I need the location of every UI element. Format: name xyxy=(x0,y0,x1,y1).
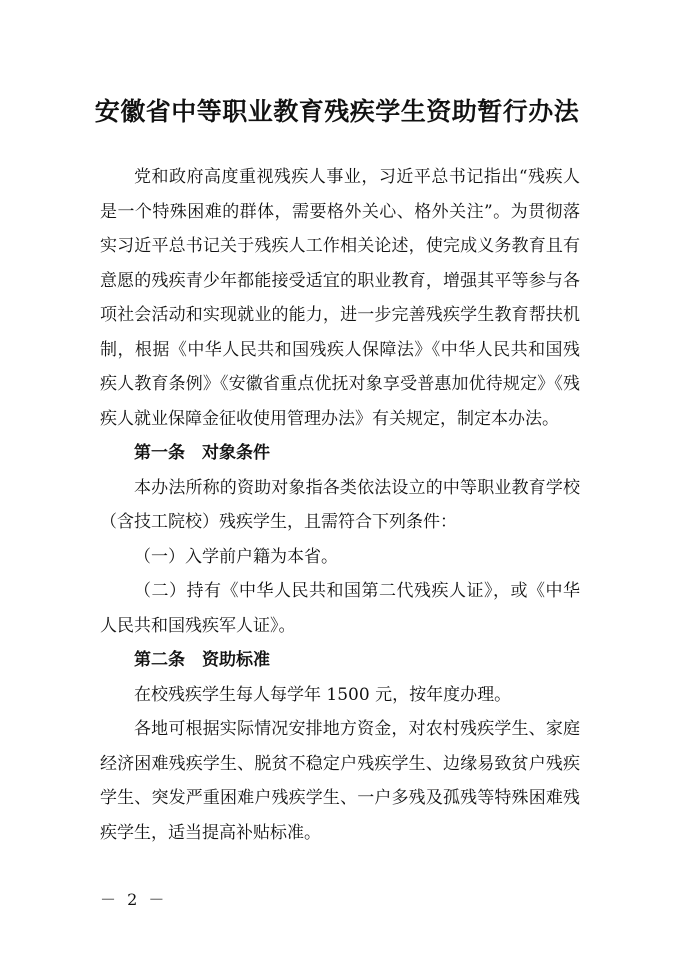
article-1-title: 对象条件 xyxy=(202,443,270,463)
article-2-heading xyxy=(100,643,580,678)
intro-paragraph: 党和政府高度重视残疾人事业，习近平总书记指出“残疾人是一个特殊困难的群体，需要格外关心、格外关注”。为贯彻落实习近平总书记关于残疾人工作相关论述，使完成义务教育且有意愿的残疾青少年都能接受适宜的职业教育，增强其平等参与各项社会活动和实现就业的能力，进一步完善残疾学生教育帮扶机制，根据《中华人民共和国残疾人保障法》《中华人民共和国残疾人教育条例》《安徽省重点优抚对象享受普惠加优待规定》《残疾人就业保障金征收使用管理办法》有关规定，制定本办法。 xyxy=(100,167,580,429)
document-title: 安徽省中等职业教育残疾学生资助暂行办法 xyxy=(94,97,580,126)
article-2-paragraph-1: 在校残疾学生每人每学年 1500 元，按年度办理。 xyxy=(134,684,512,705)
article-2-paragraph-2: 各地可根据实际情况安排地方资金，对农村残疾学生、家庭经济困难残疾学生、脱贫不稳定户残疾学生、边缘易致贫户残疾学生、突发严重困难户残疾学生、一户多残及孤残等特殊困难残疾学生，适当提高补贴标准。 xyxy=(100,719,580,843)
document-body xyxy=(100,160,580,850)
article-1-item-1: （一）入学前户籍为本省。 xyxy=(134,546,338,567)
article-2-number: 第二条 xyxy=(134,650,185,670)
article-1-item-2: （二）持有《中华人民共和国第二代残疾人证》，或《中华人民共和国残疾军人证》。 xyxy=(100,581,580,636)
page-number: － 2 － xyxy=(100,890,168,909)
article-1-paragraph: 本办法所称的资助对象指各类依法设立的中等职业教育学校（含技工院校）残疾学生，且需符合下列条件： xyxy=(100,477,580,532)
article-1-heading xyxy=(100,436,580,471)
article-1-number: 第一条 xyxy=(134,443,185,463)
article-2-title: 资助标准 xyxy=(202,650,270,670)
